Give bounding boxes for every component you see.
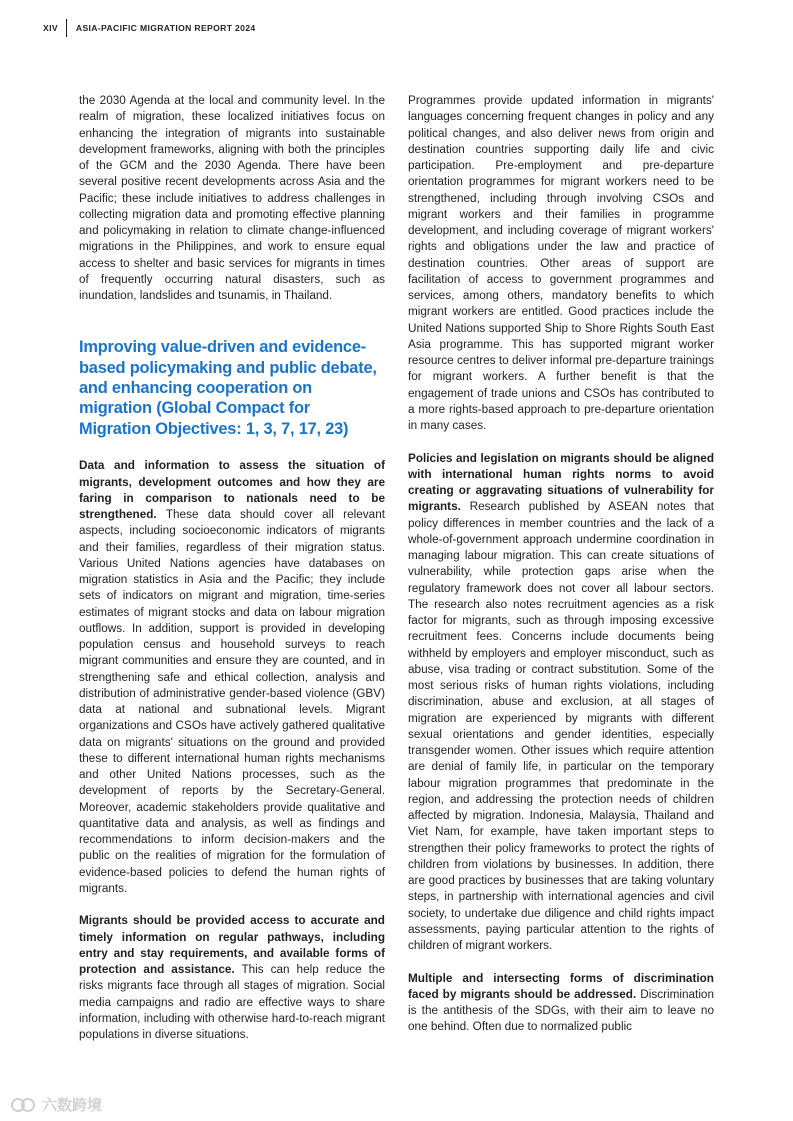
section-heading: Improving value-driven and evidence-based policymaking and public debate, and enhancing cooperation on migration (Global Compact for Migration Objectives: 1, 3, 7, 17, 23) <box>79 338 377 438</box>
report-title: ASIA-PACIFIC MIGRATION REPORT 2024 <box>75 23 256 33</box>
paragraph-text: This can help reduce the risks migrants face through all stages of migration. Social media campaigns and radio are effective ways to share information, including with otherwise hard-to-reach migrant populations in diverse situations. <box>79 963 385 1042</box>
watermark-logo-icon <box>10 1097 36 1113</box>
paragraph <box>408 451 714 955</box>
right-column <box>408 93 714 1036</box>
page-number: XIV <box>43 23 58 33</box>
left-column <box>79 93 385 1043</box>
paragraph: the 2030 Agenda at the local and community level. In the realm of migration, these localized initiatives focus on enhancing the integration of migrants into sustainable development frameworks, aligning with both the principles of the GCM and the 2030 Agenda. There have been several positive recent developments across Asia and the Pacific; these include initiatives to address challenges in collecting migration data and promoting effective planning and policymaking in relation to climate change-influenced migrations in the Philippines, and work to ensure equal access to shelter and basic services for migrants in times of frequently occurring natural disasters, such as inundation, landslides and tsunamis, in Thailand. <box>79 94 385 302</box>
paragraph-text: These data should cover all relevant aspects, including socioeconomic indicators of migrants and their families, regardless of their migration status. Various United Nations agencies have databases on migration statistics in Asia and the Pacific; they include sets of indicators on migrant and migration, time-series estimates of migrant stocks and data on labour migration outflows. In addition, support is provided in developing population census and household surveys to reach migrant communities and ensure they are counted, and in strengthening safe and ethical collection, analysis and distribution of administrative gender-based violence (GBV) data at national and subnational levels. Migrant organizations and CSOs have actively gathered qualitative data on migrants' situations on the ground and provided these to different international human rights mechanisms and other United Nations processes, such as the development of reports by the Secretary-General. Moreover, academic stakeholders provide qualitative and quantitative data and analysis, as well as findings and recommendations to inform decision-makers and the public on the realities of migration for the formulation of evidence-based policies to defend the human rights of migrants. <box>79 508 385 895</box>
section-heading-wrap <box>79 337 385 439</box>
watermark-text: 六数跨境 <box>42 1097 103 1114</box>
paragraph <box>79 913 385 1043</box>
paragraph-lead: Policies and legislation on migrants should be aligned with international human rights norms to avoid creating or aggravating situations of vulnerability for migrants. <box>408 451 714 514</box>
paragraph <box>79 458 385 897</box>
paragraph-lead: Migrants should be provided access to accurate and timely information on regular pathways, including entry and stay requirements, and available forms of protection and assistance. <box>79 914 385 977</box>
header-divider <box>66 19 67 37</box>
paragraph <box>408 971 714 1036</box>
watermark <box>10 1094 102 1115</box>
paragraph: Programmes provide updated information in migrants' languages concerning frequent changes in policy and any political changes, and also deliver news from origin and destination countries supporting daily life and civic participation. Pre-employment and pre-departure orientation programmes for migrant workers need to be strengthened, including through involving CSOs and migrant workers and their families in programme development, and including coverage of migrant workers' rights and obligations under the law and practice of destination countries. Other areas of support are facilitation of access to government programmes and services, among others, mandatory benefits to which migrant workers are entitled. Good practices include the United Nations supported Ship to Shore Rights South East Asia programme. This has supported migrant worker resource centres to deliver informal pre-departure trainings for migrant workers. A further benefit is that the engagement of trade unions and CSOs has contributed to a more rights-based approach to pre-departure orientation in many cases. <box>408 94 714 432</box>
paragraph-text: Discrimination is the antithesis of the SDGs, with their aim to leave no one behind. Often due to normalized public <box>408 987 715 1034</box>
paragraph-lead: Data and information to assess the situation of migrants, development outcomes and how they are faring in comparison to nationals need to be strengthened. <box>79 459 385 522</box>
paragraph-lead: Multiple and intersecting forms of discrimination faced by migrants should be addressed. <box>408 971 714 1001</box>
paragraph-text: Research published by ASEAN notes that policy differences in member countries and the lack of a whole-of-government approach undermine coordination in managing labour migration. This can create situations of vulnerability, while protection gaps arise when the regulatory framework does not cover all labour sectors. The research also notes recruitment agencies as a risk factor for migrants, such as through imposing excessive recruitment fees. Concerns include documents being withheld by employers and employer misconduct, such as abuse, visa trading or contract substitution. Some of the most serious risks of human rights violations, including discrimination, abuse and exclusion, at all stages of migration are experienced by migrants with different sexual orientations and gender identities, especially transgender women. Other issues which require attention are denial of family life, in particular on the temporary labour migration programmes that predominate in the region, and addressing the protection needs of children affected by migration. Indonesia, Malaysia, Thailand and Viet Nam, for example, have taken important steps to strengthen their policy frameworks to protect the rights of children from violations by businesses. In addition, there are good practices by businesses that are taking voluntary steps, in partnership with international agencies and civil society, to undertake due diligence and child rights impact assessments, paying particular attention to the rights of children of migrant workers. <box>408 500 714 952</box>
running-header <box>43 19 256 37</box>
